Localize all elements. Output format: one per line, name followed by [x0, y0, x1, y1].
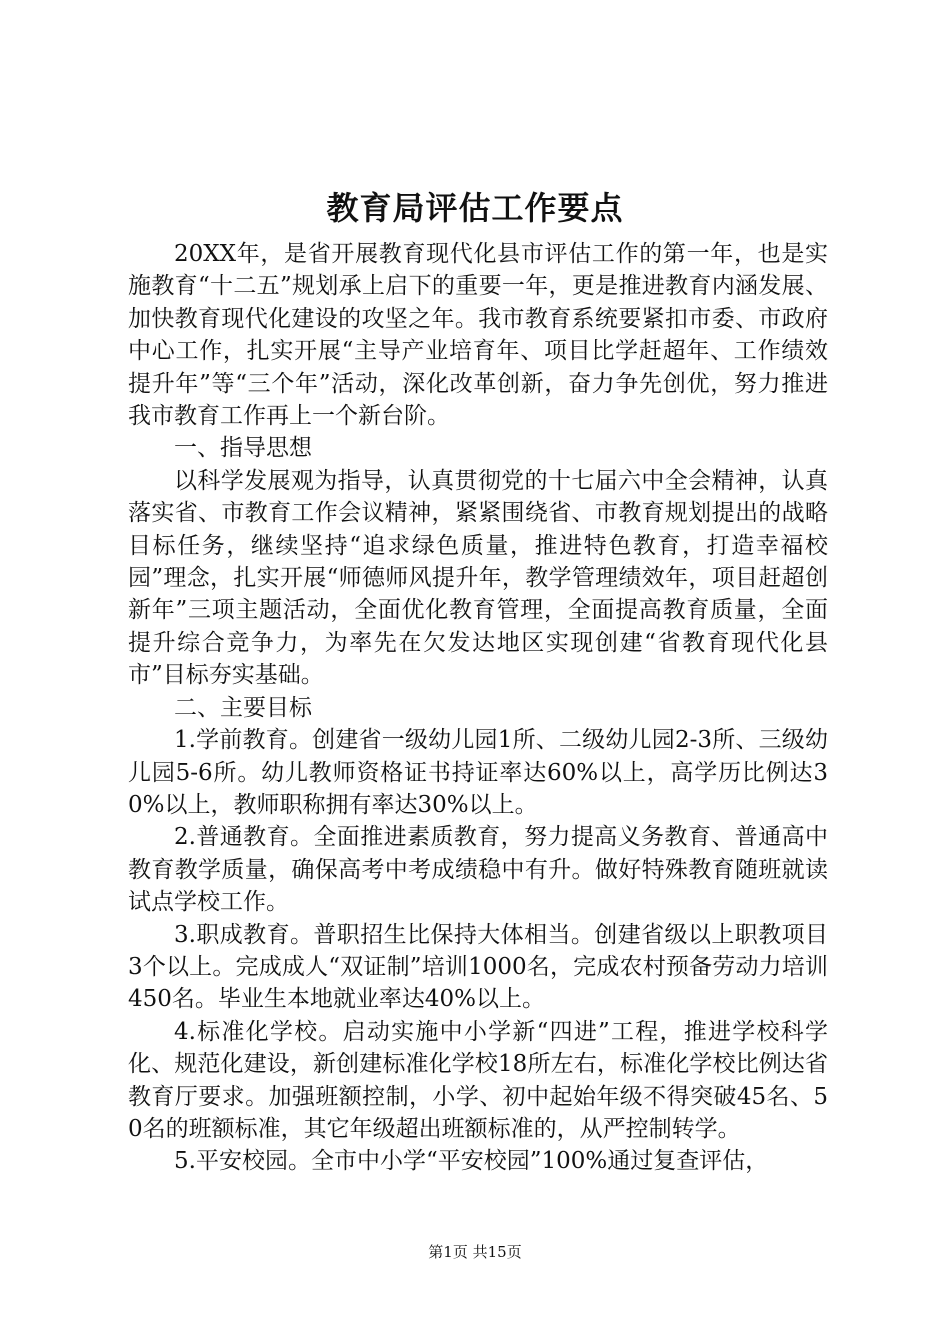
section-heading-guiding-ideology: 一、指导思想 — [174, 435, 312, 462]
document-title: 教育局评估工作要点 — [326, 189, 624, 227]
paragraph-guiding-ideology: 以科学发展观为指导，认真贯彻党的十七届六中全会精神，认真落实省、市教育工作会议精神，紧紧围绕省、市教育规划提出的战略目标任务，继续坚持“追求绿色质量，推进特色教育，打造幸福校园”理念，扎实开展“师德师风提升年，教学管理绩效年，项目赶超创新年”三项主题活动，全面优化教育管理，全面提高教育质量，全面提升综合竞争力，为率先在欠发达地区实现创建“省教育现代化县市”目标夯实基础。 — [128, 467, 828, 689]
paragraph-goal-general-education: 2.普通教育。全面推进素质教育，努力提高义务教育、普通高中教育教学质量，确保高考中考成绩稳中有升。做好特殊教育随班就读试点学校工作。 — [128, 824, 828, 916]
page-footer: 第1页 共15页 — [428, 1243, 522, 1261]
paragraph-goal-preschool: 1.学前教育。创建省一级幼儿园1所、二级幼儿园2-3所、三级幼儿园5-6所。幼儿教师资格证书持证率达60%以上，高学历比例达30%以上，教师职称拥有率达30%以上。 — [128, 727, 828, 818]
paragraph-intro: 20XX年，是省开展教育现代化县市评估工作的第一年，也是实施教育“十二五”规划承上启下的重要一年，更是推进教育内涵发展、加快教育现代化建设的攻坚之年。我市教育系统要紧扣市委、市政府中心工作，扎实开展“主导产业培育年、项目比学赶超年、工作绩效提升年”等“三个年”活动，深化改革创新，奋力争先创优，努力推进我市教育工作再上一个新台阶。 — [128, 241, 828, 430]
paragraph-goal-standard-schools: 4.标准化学校。启动实施中小学新“四进”工程，推进学校科学化、规范化建设，新创建标准化学校18所左右，标准化学校比例达省教育厅要求。加强班额控制，小学、初中起始年级不得突破45名、50名的班额标准，其它年级超出班额标准的，从严控制转学。 — [128, 1018, 828, 1142]
section-heading-main-goals: 二、主要目标 — [174, 694, 312, 721]
paragraph-goal-safe-campus: 5.平安校园。全市中小学“平安校园”100%通过复查评估， — [174, 1148, 769, 1175]
paragraph-goal-vocational: 3.职成教育。普职招生比保持大体相当。创建省级以上职教项目3个以上。完成成人“双证制”培训1000名，完成农村预备劳动力培训450名。毕业生本地就业率达40%以上。 — [128, 921, 828, 1013]
document-body — [128, 238, 828, 1178]
